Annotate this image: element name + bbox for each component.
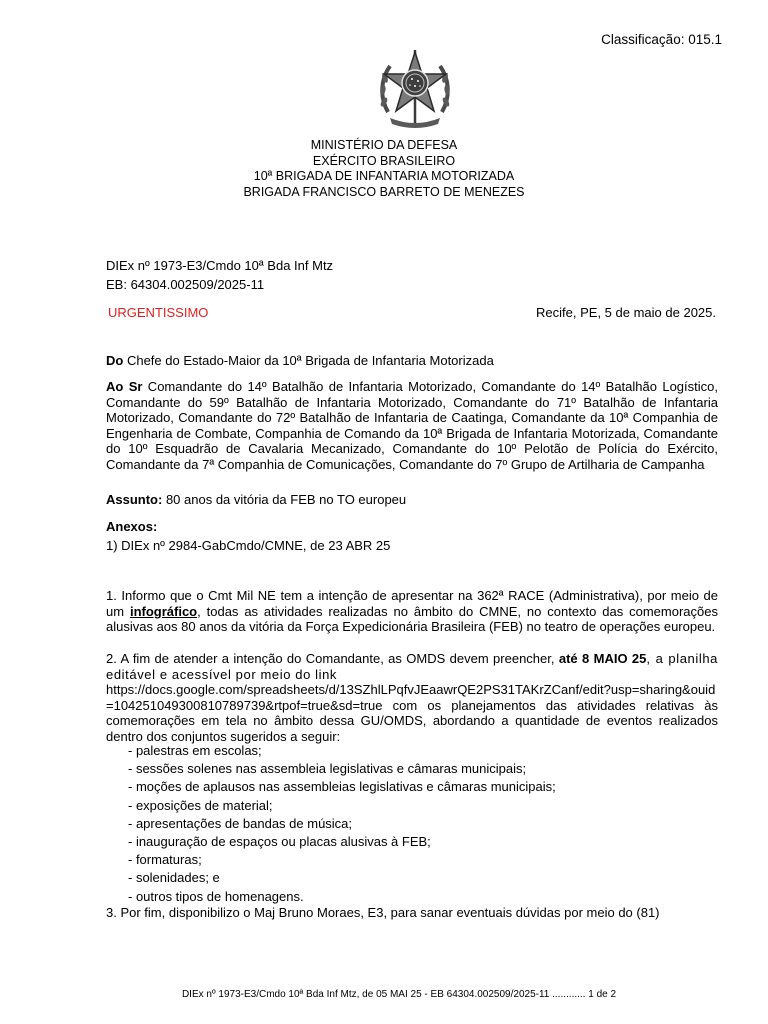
classification-code: Classificação: 015.1 <box>601 32 722 47</box>
header-ministry: MINISTÉRIO DA DEFESA <box>310 138 458 152</box>
subject-line <box>106 492 718 508</box>
sender-line <box>106 353 718 369</box>
header-brigade: 10ª BRIGADA DE INFANTARIA MOTORIZADA <box>253 169 515 183</box>
recipients-block <box>106 379 718 472</box>
deadline: até 8 MAIO 25 <box>558 651 647 666</box>
sender-label: Do <box>106 353 124 368</box>
brasao-da-republica-icon <box>374 46 456 130</box>
list-item: - moções de aplausos nas assembleias legislativas e câmaras municipais; <box>128 779 556 795</box>
suggestions-list <box>128 742 556 906</box>
list-item: - inauguração de espaços ou placas alusivas à FEB; <box>128 834 431 850</box>
urgency-label: URGENTISSIMO <box>108 305 209 320</box>
recipients-label: Ao Sr <box>106 379 143 394</box>
spreadsheet-link[interactable]: https://docs.google.com/spreadsheets/d/13SZhlLPqfvJEaawrQE2PS31TAKrZCanf/edit?usp=sharing&ouid=104251049300810789739&rtpof=true&sd=true <box>106 682 716 713</box>
list-item: - solenidades; e <box>128 870 220 886</box>
recipients-text: Comandante do 14º Batalhão de Infantaria Motorizado, Comandante do 14º Batalhão Logístico, Comandante do 59º Batalhão de Infantaria Motorizado, Comandante do 71º Batalhão de Infantaria Motorizado, Comandante do 72º Batalhão de Infantaria de Caatinga, Comandante da 10ª Companhia de Engenharia de Combate, Companhia de Comando da 10ª Brigada de Infantaria Motorizada, Comandante do 10º Esquadrão de Cavalaria Mecanizado, Comandante do 10º Pelotão de Polícia do Exército, Comandante da 7ª Companhia de Comunicações, Comandante do 7º Grupo de Artilharia de Campanha <box>106 379 718 472</box>
paragraph-3: 3. Por fim, disponibilizo o Maj Bruno Moraes, E3, para sanar eventuais dúvidas por meio do (81) <box>106 905 660 920</box>
list-item: - outros tipos de homenagens. <box>128 888 304 904</box>
eb-number: EB: 64304.002509/2025-11 <box>106 277 265 292</box>
subject-label: Assunto: <box>106 492 163 507</box>
list-item: - exposições de material; <box>128 797 273 813</box>
paragraph-1: 1. Informo que o Cmt Mil NE tem a intenção de apresentar na 362ª RACE (Administrativa), por meio de um infográfico, todas as atividades realizadas no âmbito do CMNE, no contexto das comemorações alusivas aos 80 anos da vitória da Força Expedicionária Brasileira (FEB) no teatro de operações europeu. <box>106 588 718 634</box>
diex-number: DIEx nº 1973-E3/Cmdo 10ª Bda Inf Mtz <box>106 258 334 273</box>
infographic-term: infográfico <box>129 603 198 619</box>
list-item: - palestras em escolas; <box>128 743 262 758</box>
sender-text: Chefe do Estado-Maior da 10ª Brigada de Infantaria Motorizada <box>123 353 494 368</box>
annex-item: 1) DIEx nº 2984-GabCmdo/CMNE, de 23 ABR 25 <box>106 538 391 553</box>
document-reference <box>106 256 333 294</box>
place-and-date: Recife, PE, 5 de maio de 2025. <box>536 305 716 320</box>
list-item: - apresentações de bandas de música; <box>128 815 353 831</box>
list-item: - formaturas; <box>128 852 202 868</box>
annexes-label: Anexos: <box>106 519 158 534</box>
subject-text: 80 anos da vitória da FEB no TO europeu <box>162 492 407 507</box>
letterhead <box>0 138 768 200</box>
list-item: - sessões solenes nas assembleia legislativas e câmaras municipais; <box>128 761 527 777</box>
header-brigade-name: BRIGADA FRANCISCO BARRETO DE MENEZES <box>243 184 525 199</box>
header-army: EXÉRCITO BRASILEIRO <box>312 153 456 168</box>
page-footer: DIEx nº 1973-E3/Cmdo 10ª Bda Inf Mtz, de 05 MAI 25 - EB 64304.002509/2025-11 ............ 1 de 2 <box>181 989 617 1000</box>
paragraph-2: 2. A fim de atender a intenção do Comandante, as OMDS devem preencher, até 8 MAIO 25, a planilha editável e acessível por meio do link https://docs.google.com/spreadsheets/d/13SZhlLPqfvJEaawrQE2PS31TAKrZCanf/edit?usp=sharing&ouid=104251049300810789739&rtpof=true&sd=true com os planejamentos das atividades relativas às comemorações em tela no âmbito dessa GU/OMDS, abordando a quantidade de eventos realizados dentro dos conjuntos sugeridos a seguir: <box>106 651 719 744</box>
